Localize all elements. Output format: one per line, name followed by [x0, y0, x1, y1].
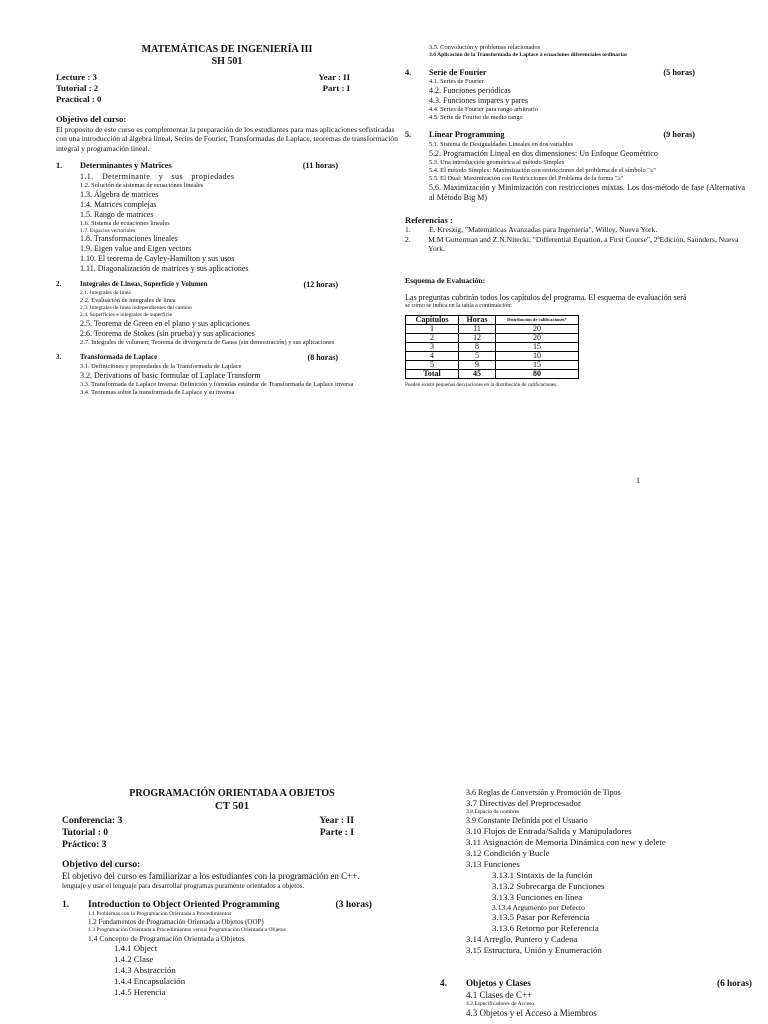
list-item: 3.4. Teoremas sobre la transformada de Laplace y su inversa: [80, 389, 235, 397]
list-item: 1.3. Álgebra de matrices: [80, 189, 159, 199]
list-item: 2.1. Integrales de linea: [80, 290, 131, 297]
objective-title: Objetivo del curso:: [62, 859, 141, 871]
unit-heading: 4. Serie de Fourier (5 horas): [405, 67, 695, 77]
list-item: 3.9 Constante Definida por el Usuario: [466, 815, 588, 825]
list-item: 5.4. El método Símplex: Maximización con restricciones del problema de el símbolo "≤": [429, 166, 657, 174]
tutorial-info: Tutorial : 2: [56, 82, 99, 93]
list-subitem: 3.13.5 Pasar por Referencia: [492, 912, 590, 923]
list-item: 1.4 Concepto de Programación Orientada a Objetos: [88, 933, 245, 943]
list-item: 1.10. El teorema de Cayley-Hamilton y sus usos: [80, 254, 235, 264]
year-info: Year : II: [319, 815, 354, 827]
references-title: Referencias :: [405, 214, 453, 225]
unit-heading: 3. Transformada de Laplace (8 horas): [56, 353, 338, 363]
part-info: Parte : I: [319, 827, 354, 839]
list-item: 1.5. Rango de matrices: [80, 209, 154, 219]
evaluation-title: Esquema de Evaluación:: [405, 275, 486, 285]
list-subitem: 1.4.2 Clase: [114, 954, 154, 965]
list-item: 4.1 Clases de C++: [466, 989, 533, 1000]
list-item: 5.5. El Dual: Maximización con Restricciones del Problema de la forma "≥": [429, 174, 624, 182]
list-item: 3.2. Derivations of basic formulae of Laplace Transform: [80, 371, 261, 381]
list-item: 5.1. Sistema de Desigualdades Lineales en dos variables: [429, 140, 573, 148]
list-item: 4.2 Especificadores de Acceso: [466, 1000, 535, 1007]
unit-heading: 1. Introduction to Object Oriented Programming (3 horas): [62, 899, 372, 911]
evaluation-table: [405, 315, 579, 379]
table-row: 4 5 10: [406, 351, 579, 360]
conference-info: Conferencia: 3: [62, 815, 123, 827]
list-item: 3.10 Flujos de Entrada/Salida y Manipuladores: [466, 825, 632, 836]
list-item: 1.8. Transformaciones lineales: [80, 234, 178, 244]
list-item: 5.3. Una introducción geométrica al método Simplex: [429, 158, 565, 166]
page1-left-column: [56, 44, 398, 397]
list-item: 3.15 Estructura, Unión y Enumeración: [466, 945, 602, 956]
table-row: 1 11 20: [406, 324, 579, 333]
list-subitem: 3.13.4 Argumento por Defecto: [492, 902, 585, 912]
page2-right-column: [466, 788, 752, 956]
page1-right-column: [405, 44, 745, 388]
list-subitem: 3.13.3 Funciones en línea: [492, 891, 583, 902]
list-item: 4.3. Funciones impares y pares: [429, 96, 529, 106]
list-subitem: 1.4.1 Object: [114, 943, 158, 954]
list-item: 3.11 Asignación de Memoria Dinámica con new y delete: [466, 836, 666, 847]
info-row: [62, 827, 402, 839]
list-item: 1.2. Solución de sistemas de ecuaciones lineales: [80, 181, 204, 189]
course-title: PROGRAMACIÓN ORIENTADA A OBJETOS: [129, 788, 335, 799]
tutorial-info: Tutorial : 0: [62, 827, 109, 839]
table-row: 3 8 15: [406, 342, 579, 351]
table-total-row: Total 45 80: [406, 369, 579, 378]
list-item: 4.3 Objetos y el Acceso a Miembros: [466, 1007, 597, 1018]
table-header: Capítulos: [406, 315, 459, 324]
page2-unit4: [440, 978, 752, 1019]
list-item: 2.5. Teorema de Green en el plano y sus aplicaciones: [80, 319, 250, 329]
list-item: 4.2. Funciones periódicas: [429, 86, 511, 96]
list-subitem: 1.4.4 Encapsulación: [114, 976, 186, 987]
list-item: 2.2. Evaluación de integrales de linea: [80, 297, 176, 305]
list-item: 4.5. Serie de Fourier de medio rango: [429, 114, 523, 122]
list-subitem: 3.13.2 Sobrecarga de Funciones: [492, 880, 605, 891]
list-item: 3.12 Condición y Bucle: [466, 847, 550, 858]
practical-info: Practical : 0: [56, 93, 102, 104]
page-two: [0, 780, 768, 1024]
list-item: 1.7. Espacios vectoriales: [80, 227, 136, 234]
list-item: 2.4. Superficies e integrales de superficie: [80, 312, 173, 319]
year-info: Year : II: [318, 72, 350, 82]
list-item: 3.5. Convolución y problemas relacionados: [429, 44, 541, 51]
list-item: 3.3. Transformada de Laplace Inversa: Definición y fórmulas estándar de Transformada de Laplace inversa: [80, 381, 354, 389]
list-item: 3.6 Aplicación de la Transformada de Laplace a ecuaciones diferenciales ordinarias: [429, 52, 628, 58]
part-info: Part : I: [322, 82, 350, 93]
list-item: 4.4. Series de Fourier para rango arbitrario: [429, 106, 538, 114]
list-item: 1.1. Determinante y sus propiedades: [80, 171, 235, 181]
list-item: 5.6. Maximización y Minimización con restricciones mixtas. Los dos-método de fase (Alternativa al Método Big M): [429, 182, 745, 202]
list-item: 3.8 Espacio de nombres: [466, 808, 520, 815]
unit-heading: 2. Integrales de Lineas, Superficie y Volumen (12 horas): [56, 280, 338, 290]
list-item: 2.7. Integrales de volumen; Teorema de divergencia de Gauss (sin demostración) y sus aplicaciones: [80, 339, 335, 347]
list-item: 2.3. Integrales de linea independientes del camino: [80, 305, 192, 312]
evaluation-text: Las preguntas cubrirán todos los capítulos del programa. El esquema de evaluación será: [405, 293, 687, 303]
objective-text: lenguaje y usar el lenguaje para desarrollar programas puramente orientados a objetos.: [62, 882, 305, 891]
lecture-info: Lecture : 3: [56, 72, 97, 82]
list-item: 3.13 Funciones: [466, 858, 520, 869]
unit-heading: 4. Objetos y Clases (6 horas): [440, 978, 752, 988]
objective-text: El objetivo del curso es familiarizar a los estudiantes con la programación en C++.: [62, 871, 360, 882]
course-code: CT 501: [214, 800, 250, 812]
list-item: 1.6. Sistema de ecuaciones lineales: [80, 219, 170, 227]
list-item: 4.1. Series de Fourier: [429, 78, 484, 86]
objective-title: Objetivo del curso:: [56, 113, 127, 124]
table-row: 2 12 20: [406, 333, 579, 342]
list-item: 1.3 Programación Orientada a Procedimientos versus Programación Orientada a Objetos: [88, 926, 286, 933]
list-subitem: 1.4.3 Abstracción: [114, 965, 176, 976]
table-header: Distribución de calificaciones*: [496, 315, 579, 324]
course-code: SH 501: [211, 56, 243, 67]
list-subitem: 3.13.6 Retorno por Referencia: [492, 923, 599, 934]
practical-info: Práctico: 3: [62, 839, 107, 851]
reference-item: 1. E. Kreszig, "Matemáticas Avanzadas para Ingeniería", Willey, Nueva York.: [405, 225, 658, 235]
table-header: Horas: [459, 315, 496, 324]
unit-heading: 1. Determinantes y Matrices (11 horas): [56, 161, 338, 171]
page-one: [0, 0, 768, 500]
reference-item: 2. M.M Gutterman and Z.N.Nitecki, "Differential Equation, a First Course", 2ªEdición, Saunders, Nueva York.: [405, 234, 739, 254]
course-title: MATEMÁTICAS DE INGENIERÍA III: [141, 44, 313, 55]
objective-text: El proposito de este curso es complementar la preparación de los estudiantes para mas aplicaciones sofisticadas con una introducción al álgebra lineal, Series de Fourier, Transformadas de Laplace, teoremas de transformación integral y programación lineal.: [56, 124, 398, 153]
list-item: 1.1 Problemas con la Programación Orientada a Procedimientos: [88, 911, 232, 918]
list-item: 3.6 Reglas de Conversión y Promoción de Tipos: [466, 788, 621, 797]
page2-left-column: [62, 788, 402, 998]
table-row: 5 9 15: [406, 360, 579, 369]
list-item: 1.4. Matrices complejas: [80, 199, 157, 209]
list-item: 1.11. Diagonalización de matrices y sus aplicaciones: [80, 264, 249, 274]
info-row: [56, 83, 398, 94]
list-item: 3.7 Directivas del Preprocesador: [466, 798, 581, 808]
page-number: 1: [636, 476, 640, 485]
info-row: [56, 94, 398, 105]
unit-heading: 5. Linear Programming (9 horas): [405, 130, 695, 140]
list-subitem: 1.4.5 Herencia: [114, 987, 166, 998]
info-row: [56, 72, 398, 83]
list-item: 5.2. Programación Lineal en dos dimensiones: Un Enfoque Geométrico: [429, 148, 658, 158]
list-item: 3.14 Arreglo, Puntero y Cadena: [466, 934, 578, 945]
list-item: 2.6. Teorema de Stokes (sin prueba) y sus aplicaciones: [80, 329, 255, 339]
info-row: [62, 839, 402, 851]
evaluation-note: Pueden existir pequeñas desviaciones en la distribución de calificaciones.: [405, 381, 558, 388]
references-list: [405, 225, 745, 253]
evaluation-subtext: sé como se indica en la tabla a continuación:: [405, 303, 512, 310]
list-item: 3.1. Definiciones y propiedades de la Transformada de Laplace: [80, 363, 242, 371]
list-subitem: 3.13.1 Sintaxis de la función: [492, 869, 593, 880]
list-item: 1.9. Eigen value and Eigen vectors: [80, 244, 192, 254]
info-row: [62, 815, 402, 827]
list-item: 1.2 Fundamentos de Programación Orientada a Objetos (OOP): [88, 918, 264, 927]
